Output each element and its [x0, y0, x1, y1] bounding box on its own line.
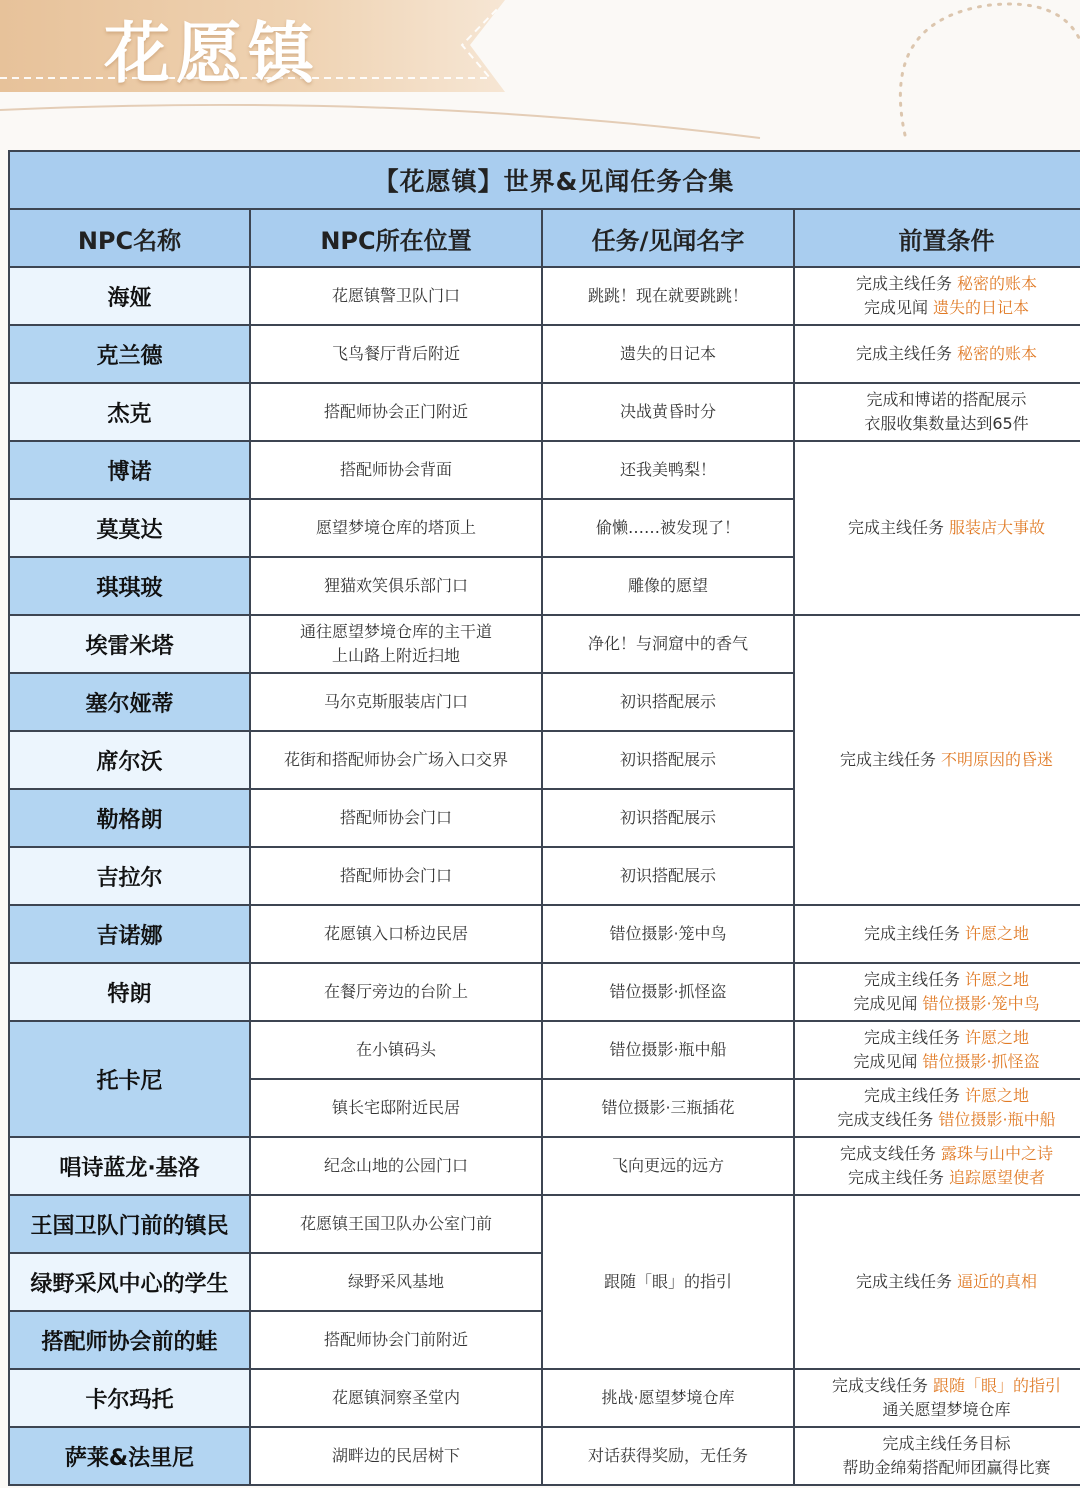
npc-name: 托卡尼: [9, 1021, 250, 1137]
prereq-text: 完成主线任务: [855, 1272, 958, 1291]
npc-location: [250, 267, 542, 325]
task-name: 偷懒……被发现了！: [542, 499, 794, 557]
table-row: [9, 1021, 1080, 1079]
prereq-quest: 追踪愿望使者: [949, 1168, 1046, 1187]
prerequisite: [794, 325, 1080, 383]
prereq-text: 完成主线任务: [855, 274, 958, 293]
npc-name: 卡尔玛托: [9, 1369, 250, 1427]
npc-location: [250, 383, 542, 441]
table-row: [9, 615, 1080, 673]
location-line: 愿望梦境仓库的塔顶上: [315, 518, 476, 537]
npc-name: 克兰德: [9, 325, 250, 383]
title-banner: [0, 0, 1080, 140]
npc-name: 塞尔娅蒂: [9, 673, 250, 731]
npc-name: 埃雷米塔: [9, 615, 250, 673]
prereq-line: [795, 748, 1080, 772]
prereq-line: 完成主线任务目标: [882, 1434, 1011, 1453]
location-line: 湖畔边的民居树下: [331, 1446, 460, 1465]
task-name: 决战黄昏时分: [542, 383, 794, 441]
npc-name: 搭配师协会前的蛙: [9, 1311, 250, 1369]
npc-name: 席尔沃: [9, 731, 250, 789]
npc-name: 海娅: [9, 267, 250, 325]
location-line: 花街和搭配师协会广场入口交界: [283, 750, 508, 769]
task-name: 初识搭配展示: [542, 731, 794, 789]
table-row: [9, 267, 1080, 325]
prereq-line: [795, 992, 1080, 1016]
npc-location: [250, 1369, 542, 1427]
location-line: 上山路上附近扫地: [331, 646, 460, 665]
prereq-quest: 许愿之地: [965, 970, 1030, 989]
prereq-line: [795, 342, 1080, 366]
location-line: 绿野采风基地: [347, 1272, 444, 1291]
prereq-quest: 错位摄影·瓶中船: [938, 1110, 1056, 1129]
prereq-line: 衣服收集数量达到65件: [864, 414, 1029, 433]
npc-location: [250, 1195, 542, 1253]
task-name: 初识搭配展示: [542, 789, 794, 847]
npc-location: [250, 615, 542, 673]
npc-location: [250, 847, 542, 905]
npc-name: 勒格朗: [9, 789, 250, 847]
npc-name: 唱诗蓝龙·基洛: [9, 1137, 250, 1195]
column-header-npc-location: NPC所在位置: [250, 209, 542, 267]
task-name: 飞向更远的远方: [542, 1137, 794, 1195]
npc-location: [250, 905, 542, 963]
prerequisite: [794, 615, 1080, 905]
prereq-text: 完成见闻: [853, 994, 923, 1013]
location-line: 狸猫欢笑俱乐部门口: [323, 576, 468, 595]
prereq-line: 通关愿望梦境仓库: [882, 1400, 1011, 1419]
npc-location: [250, 441, 542, 499]
prereq-line: [795, 272, 1080, 296]
prereq-text: 完成见闻: [863, 298, 934, 317]
prerequisite: [794, 1195, 1080, 1369]
prerequisite: [794, 905, 1080, 963]
prereq-line: [795, 1108, 1080, 1132]
location-line: 纪念山地的公园门口: [323, 1156, 468, 1175]
npc-location: [250, 1021, 542, 1079]
task-name: 挑战·愿望梦境仓库: [542, 1369, 794, 1427]
prerequisite: [794, 963, 1080, 1021]
prereq-text: 完成主线任务: [863, 970, 966, 989]
table-row: [9, 1369, 1080, 1427]
task-table: [8, 150, 1080, 1486]
npc-location: [250, 1079, 542, 1137]
prereq-quest: 跟随「眼」的指引: [933, 1376, 1062, 1395]
npc-name: 吉诺娜: [9, 905, 250, 963]
task-name: 跳跳！现在就要跳跳！: [542, 267, 794, 325]
prereq-quest: 秘密的账本: [957, 274, 1038, 293]
table-row: [9, 1427, 1080, 1485]
task-name: 错位摄影·三瓶插花: [542, 1079, 794, 1137]
prereq-text: 完成主线任务: [839, 750, 942, 769]
location-line: 在餐厅旁边的台阶上: [323, 982, 468, 1001]
task-name: 对话获得奖励，无任务: [542, 1427, 794, 1485]
task-name: 还我美鸭梨！: [542, 441, 794, 499]
npc-location: [250, 1427, 542, 1485]
location-line: 飞鸟餐厅背后附近: [331, 344, 460, 363]
location-line: 搭配师协会门口: [339, 866, 452, 885]
prereq-line: [795, 1166, 1080, 1190]
table-row: [9, 963, 1080, 1021]
npc-name: 琪琪玻: [9, 557, 250, 615]
prereq-line: [795, 296, 1080, 320]
location-line: 搭配师协会正门附近: [323, 402, 468, 421]
table-row: [9, 325, 1080, 383]
prerequisite: [794, 1021, 1080, 1079]
prereq-text: 完成主线任务: [847, 1168, 950, 1187]
task-name: 净化！与洞窟中的香气: [542, 615, 794, 673]
table-row: [9, 441, 1080, 499]
npc-name: 王国卫队门前的镇民: [9, 1195, 250, 1253]
npc-location: [250, 499, 542, 557]
location-line: 搭配师协会门口: [339, 808, 452, 827]
prereq-text: 完成主线任务: [855, 344, 958, 363]
prereq-quest: 许愿之地: [965, 1028, 1030, 1047]
npc-location: [250, 325, 542, 383]
prerequisite: [794, 267, 1080, 325]
prereq-text: 完成主线任务: [847, 518, 950, 537]
prereq-line: 完成和博诺的搭配展示: [866, 390, 1027, 409]
task-name: 遗失的日记本: [542, 325, 794, 383]
table-row: [9, 1195, 1080, 1253]
prereq-line: [795, 1026, 1080, 1050]
prereq-line: [795, 922, 1080, 946]
location-line: 花愿镇入口桥边民居: [323, 924, 468, 943]
prerequisite: [794, 1369, 1080, 1427]
task-name: 跟随「眼」的指引: [542, 1195, 794, 1369]
column-header-prerequisite: 前置条件: [794, 209, 1080, 267]
location-line: 花愿镇洞察圣堂内: [331, 1388, 460, 1407]
location-line: 花愿镇警卫队门口: [331, 286, 460, 305]
prereq-text: 完成支线任务: [831, 1376, 934, 1395]
prereq-line: 帮助金绵菊搭配师团赢得比赛: [842, 1458, 1051, 1477]
prerequisite: [794, 441, 1080, 615]
npc-name: 绿野采风中心的学生: [9, 1253, 250, 1311]
prereq-quest: 露珠与山中之诗: [941, 1144, 1054, 1163]
prerequisite: [794, 383, 1080, 441]
prerequisite: [794, 1427, 1080, 1485]
location-line: 搭配师协会门前附近: [323, 1330, 468, 1349]
prerequisite: [794, 1137, 1080, 1195]
prereq-line: [795, 1142, 1080, 1166]
page-title: 花愿镇: [104, 14, 320, 92]
location-line: 花愿镇王国卫队办公室门前: [299, 1214, 492, 1233]
prereq-text: 完成见闻: [853, 1052, 923, 1071]
npc-name: 莫莫达: [9, 499, 250, 557]
prerequisite: [794, 1079, 1080, 1137]
npc-location: [250, 1311, 542, 1369]
task-name: 错位摄影·笼中鸟: [542, 905, 794, 963]
npc-location: [250, 1137, 542, 1195]
task-name: 初识搭配展示: [542, 673, 794, 731]
prereq-quest: 许愿之地: [965, 1086, 1030, 1105]
table-row: [9, 1137, 1080, 1195]
task-name: 错位摄影·抓怪盗: [542, 963, 794, 1021]
prereq-quest: 许愿之地: [965, 924, 1030, 943]
prereq-line: [795, 1270, 1080, 1294]
prereq-quest: 逼近的真相: [957, 1272, 1038, 1291]
npc-name: 特朗: [9, 963, 250, 1021]
npc-name: 萨莱&法里尼: [9, 1427, 250, 1485]
table-row: [9, 383, 1080, 441]
prereq-text: 完成支线任务: [839, 1144, 942, 1163]
prereq-quest: 服装店大事故: [949, 518, 1046, 537]
prereq-quest: 不明原因的昏迷: [941, 750, 1054, 769]
prereq-line: [795, 1084, 1080, 1108]
npc-location: [250, 673, 542, 731]
npc-location: [250, 557, 542, 615]
prereq-line: [795, 1050, 1080, 1074]
task-name: 错位摄影·瓶中船: [542, 1021, 794, 1079]
npc-location: [250, 731, 542, 789]
table-title: 【花愿镇】世界&见闻任务合集: [9, 151, 1080, 209]
prereq-line: [795, 516, 1080, 540]
prereq-line: [795, 968, 1080, 992]
location-line: 通往愿望梦境仓库的主干道: [299, 622, 492, 641]
prereq-quest: 错位摄影·抓怪盗: [922, 1052, 1040, 1071]
prereq-text: 完成主线任务: [863, 1028, 966, 1047]
npc-name: 杰克: [9, 383, 250, 441]
prereq-text: 完成主线任务: [863, 1086, 966, 1105]
task-name: 初识搭配展示: [542, 847, 794, 905]
prereq-quest: 秘密的账本: [957, 344, 1038, 363]
npc-name: 博诺: [9, 441, 250, 499]
location-line: 在小镇码头: [355, 1040, 436, 1059]
location-line: 镇长宅邸附近民居: [331, 1098, 460, 1117]
npc-location: [250, 1253, 542, 1311]
prereq-text: 完成主线任务: [863, 924, 966, 943]
npc-name: 吉拉尔: [9, 847, 250, 905]
column-header-npc-name: NPC名称: [9, 209, 250, 267]
prereq-text: 完成支线任务: [837, 1110, 939, 1129]
npc-location: [250, 789, 542, 847]
column-header-task-name: 任务/见闻名字: [542, 209, 794, 267]
task-name: 雕像的愿望: [542, 557, 794, 615]
prereq-quest: 错位摄影·笼中鸟: [922, 994, 1040, 1013]
npc-location: [250, 963, 542, 1021]
prereq-line: [795, 1374, 1080, 1398]
location-line: 搭配师协会背面: [339, 460, 452, 479]
location-line: 马尔克斯服装店门口: [323, 692, 468, 711]
table-row: [9, 905, 1080, 963]
prereq-quest: 遗失的日记本: [933, 298, 1030, 317]
